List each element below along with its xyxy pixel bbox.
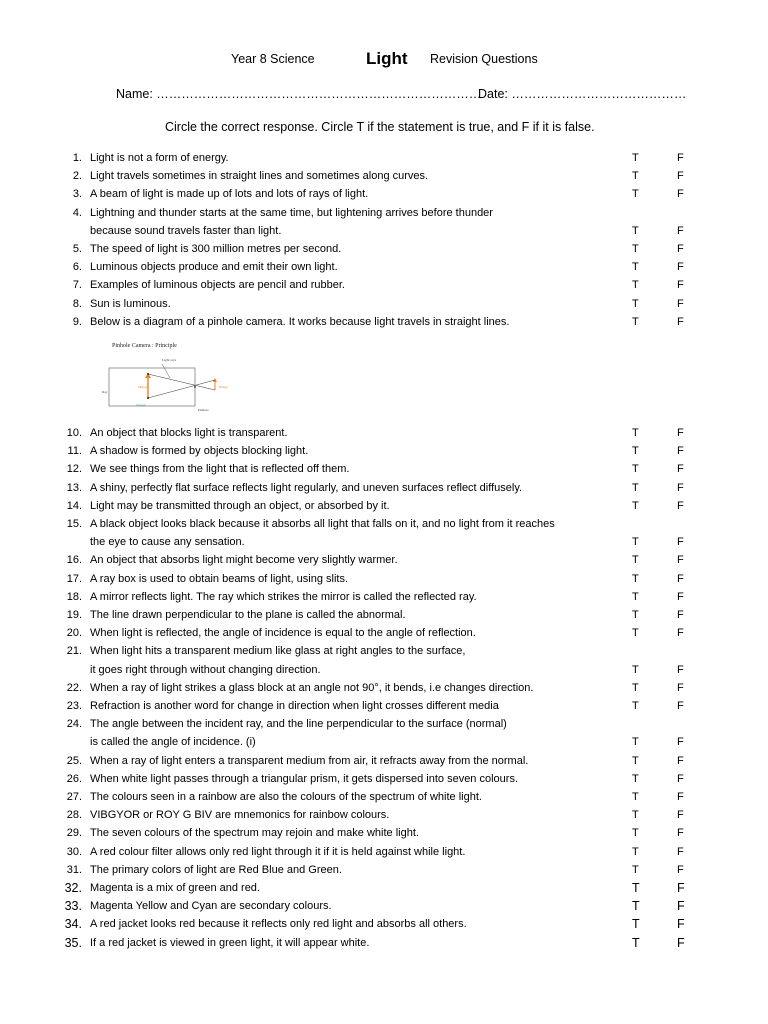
question-row <box>0 498 768 514</box>
question-text: A black object looks black because it absorbs all light that falls on it, and no light from it reaches <box>90 518 555 530</box>
question-text: Sun is luminous. <box>90 297 171 310</box>
light-ray-1 <box>148 374 215 390</box>
question-text: An object that blocks light is transparent. <box>90 427 288 439</box>
true-option[interactable]: T <box>632 754 639 767</box>
false-option[interactable]: F <box>677 554 684 567</box>
question-text: Lightning and thunder starts at the same time, but lightening arrives before thunder <box>90 206 493 219</box>
question-row <box>0 480 768 496</box>
false-option[interactable]: F <box>677 700 684 712</box>
question-number: 19. <box>66 609 82 621</box>
question-number: 3. <box>72 188 82 201</box>
true-option[interactable]: T <box>632 188 639 201</box>
question-text: Refraction is another word for change in direction when light crosses different media <box>90 700 499 712</box>
question-text: When light hits a transparent medium like glass at right angles to the surface, <box>90 645 466 658</box>
question-row <box>0 862 768 878</box>
true-option[interactable]: T <box>632 627 639 640</box>
question-text: The speed of light is 300 million metres per second. <box>90 243 342 255</box>
question-text: A shadow is formed by objects blocking light. <box>90 445 309 458</box>
false-option[interactable]: F <box>677 243 684 255</box>
false-option[interactable]: F <box>677 609 684 621</box>
false-option[interactable]: F <box>677 863 684 876</box>
question-row <box>0 716 768 732</box>
question-text: We see things from the light that is reflected off them. <box>90 463 350 476</box>
true-option[interactable]: T <box>632 499 639 512</box>
question-number: 31. <box>66 863 82 876</box>
false-option[interactable]: F <box>677 791 684 803</box>
question-row <box>0 807 768 823</box>
question-row <box>0 789 768 805</box>
question-number: 14. <box>66 499 82 512</box>
true-option[interactable]: T <box>632 554 639 567</box>
false-option[interactable]: F <box>677 315 684 328</box>
false-option[interactable]: F <box>677 427 684 439</box>
true-option[interactable]: T <box>632 827 639 840</box>
question-number: 25. <box>66 754 82 767</box>
question-number: 26. <box>66 772 82 785</box>
question-number: 15. <box>66 518 82 530</box>
question-row <box>0 425 768 441</box>
question-number: 20. <box>66 627 82 640</box>
question-text: A ray box is used to obtain beams of light, using slits. <box>90 572 349 585</box>
question-number: 8. <box>72 297 82 310</box>
false-option[interactable]: F <box>677 463 684 476</box>
false-option[interactable]: F <box>677 590 684 603</box>
question-text: Examples of luminous objects are pencil and rubber. <box>90 279 345 292</box>
question-row <box>0 259 768 275</box>
diagram-label-screen: Screen <box>136 403 146 407</box>
question-number: 22. <box>66 681 82 694</box>
false-option[interactable]: F <box>677 499 684 512</box>
question-row <box>0 680 768 696</box>
question-row <box>0 552 768 568</box>
true-option[interactable]: T <box>632 899 640 914</box>
false-option[interactable]: F <box>677 917 685 932</box>
question-row <box>0 698 768 714</box>
question-number: 23. <box>66 700 82 712</box>
question-number: 28. <box>66 809 82 822</box>
question-text: If a red jacket is viewed in green light, it will appear white. <box>90 936 370 949</box>
true-option[interactable]: T <box>632 917 640 932</box>
question-number: 27. <box>66 791 82 803</box>
question-row-continuation <box>0 662 768 678</box>
question-text: An object that absorbs light might become very slightly warmer. <box>90 554 398 567</box>
question-number: 4. <box>72 206 82 219</box>
question-row <box>0 643 768 659</box>
question-row <box>0 753 768 769</box>
true-option[interactable]: T <box>632 170 639 183</box>
diagram-label-ray: Ray <box>102 390 108 394</box>
false-option[interactable]: F <box>677 297 684 310</box>
question-row <box>0 880 768 896</box>
label-leader <box>162 364 170 378</box>
false-option[interactable]: F <box>677 754 684 767</box>
question-text: When a ray of light enters a transparent medium from air, it refracts away from the normal. <box>90 754 529 767</box>
false-option[interactable]: F <box>677 881 685 895</box>
question-row <box>0 205 768 221</box>
pinhole-camera-diagram <box>100 338 240 418</box>
question-text: Luminous objects produce and emit their own light. <box>90 261 338 274</box>
question-number: 9. <box>72 315 82 328</box>
pinhole <box>194 386 196 388</box>
question-row <box>0 898 768 914</box>
diagram-label-light-rays: Light rays <box>162 358 177 362</box>
false-option[interactable]: F <box>677 445 684 458</box>
question-text: VIBGYOR or ROY G BIV are mnemonics for rainbow colours. <box>90 809 390 822</box>
question-number: 18. <box>66 590 82 603</box>
true-option[interactable]: T <box>632 572 639 585</box>
false-option[interactable]: F <box>677 481 684 494</box>
ray-point-1 <box>147 373 149 375</box>
question-text: Light may be transmitted through an object, or absorbed by it. <box>90 499 390 512</box>
question-row <box>0 516 768 532</box>
question-number: 6. <box>72 261 82 274</box>
true-option[interactable]: T <box>632 315 639 328</box>
question-text: The line drawn perpendicular to the plane is called the abnormal. <box>90 609 406 621</box>
diagram-label-pinhole: Pinhole <box>198 408 209 412</box>
instructions: Circle the correct response. Circle T if the statement is true, and F if it is false. <box>165 120 595 134</box>
question-row <box>0 461 768 477</box>
name-field: Name: …………………………………………………………………… <box>116 87 482 101</box>
true-option[interactable]: T <box>632 445 639 458</box>
true-option[interactable]: T <box>632 809 639 822</box>
diagram-label-image: Image <box>219 385 228 389</box>
question-row-continuation <box>0 734 768 750</box>
question-text: The primary colors of light are Red Blue and Green. <box>90 863 342 876</box>
camera-box <box>109 368 195 406</box>
date-field: Date: …………………………………… <box>478 87 687 101</box>
true-option[interactable]: T <box>632 663 639 676</box>
question-row <box>0 186 768 202</box>
question-row-continuation <box>0 223 768 239</box>
question-number: 24. <box>66 718 82 731</box>
question-text: it goes right through without changing direction. <box>90 663 321 676</box>
question-text: When a ray of light strikes a glass block at an angle not 90°, it bends, i.e changes direction. <box>90 681 534 694</box>
diagram-label-object: Object <box>138 385 148 389</box>
question-text: because sound travels faster than light. <box>90 224 282 237</box>
question-row <box>0 296 768 312</box>
false-option[interactable]: F <box>677 261 684 274</box>
false-option[interactable]: F <box>677 536 684 549</box>
question-number: 10. <box>66 427 82 439</box>
true-option[interactable]: T <box>632 700 639 712</box>
question-text: The seven colours of the spectrum may rejoin and make white light. <box>90 827 419 840</box>
true-option[interactable]: T <box>632 427 639 439</box>
true-option[interactable]: T <box>632 152 639 164</box>
question-number: 35. <box>64 935 82 950</box>
question-number: 29. <box>66 827 82 840</box>
false-option[interactable]: F <box>677 681 684 694</box>
question-number: 17. <box>66 572 82 585</box>
true-option[interactable]: T <box>632 935 640 950</box>
question-text: A red jacket looks red because it reflects only red light and absorbs all others. <box>90 918 467 931</box>
question-row <box>0 589 768 605</box>
question-row <box>0 916 768 932</box>
false-option[interactable]: F <box>677 224 684 237</box>
true-option[interactable]: T <box>632 590 639 603</box>
false-option[interactable]: F <box>677 899 685 914</box>
question-row-continuation <box>0 534 768 550</box>
question-row <box>0 168 768 184</box>
question-number: 21. <box>66 645 82 658</box>
true-option[interactable]: T <box>632 279 639 292</box>
question-text: The angle between the incident ray, and the line perpendicular to the surface (normal) <box>90 718 507 731</box>
false-option[interactable]: F <box>677 809 684 822</box>
true-option[interactable]: T <box>632 297 639 310</box>
true-option[interactable]: T <box>632 609 639 621</box>
false-option[interactable]: F <box>677 188 684 201</box>
question-text: The colours seen in a rainbow are also the colours of the spectrum of white light. <box>90 791 482 803</box>
light-ray-2 <box>148 380 215 398</box>
question-text: Light travels sometimes in straight lines and sometimes along curves. <box>90 170 429 183</box>
question-text: A shiny, perfectly flat surface reflects light regularly, and uneven surfaces reflect diffusely. <box>90 481 523 494</box>
question-text: When light is reflected, the angle of incidence is equal to the angle of reflection. <box>90 627 476 640</box>
true-option[interactable]: T <box>632 681 639 694</box>
question-row <box>0 443 768 459</box>
false-option[interactable]: F <box>677 572 684 585</box>
true-option[interactable]: T <box>632 772 639 785</box>
question-text: Magenta is a mix of green and red. <box>90 882 260 894</box>
question-row <box>0 607 768 623</box>
question-text: the eye to cause any sensation. <box>90 536 245 549</box>
question-row <box>0 825 768 841</box>
question-row <box>0 314 768 330</box>
question-row <box>0 771 768 787</box>
question-text: is called the angle of incidence. (i) <box>90 736 256 749</box>
question-row <box>0 625 768 641</box>
true-option[interactable]: T <box>632 224 639 237</box>
question-number: 30. <box>66 845 82 858</box>
question-number: 32. <box>64 881 82 895</box>
true-option[interactable]: T <box>632 863 639 876</box>
question-row <box>0 150 768 166</box>
true-option[interactable]: T <box>632 243 639 255</box>
question-text: A red colour filter allows only red light through it if it is held against while light. <box>90 845 466 858</box>
false-option[interactable]: F <box>677 663 684 676</box>
question-number: 1. <box>72 152 82 164</box>
true-option[interactable]: T <box>632 463 639 476</box>
false-option[interactable]: F <box>677 935 685 950</box>
true-option[interactable]: T <box>632 881 640 895</box>
question-row <box>0 241 768 257</box>
question-number: 13. <box>66 481 82 494</box>
question-text: Magenta Yellow and Cyan are secondary colours. <box>90 900 332 913</box>
false-option[interactable]: F <box>677 827 684 840</box>
true-option[interactable]: T <box>632 481 639 494</box>
diagram-title: Pinhole Camera : Principle <box>112 343 177 349</box>
page-subtitle: Revision Questions <box>430 52 538 66</box>
true-option[interactable]: T <box>632 536 639 549</box>
true-option[interactable]: T <box>632 261 639 274</box>
question-number: 16. <box>66 554 82 567</box>
ray-point-2 <box>147 397 149 399</box>
question-text: Light is not a form of energy. <box>90 152 229 164</box>
false-option[interactable]: F <box>677 170 684 183</box>
question-text: A beam of light is made up of lots and lots of rays of light. <box>90 188 369 201</box>
true-option[interactable]: T <box>632 845 639 858</box>
question-number: 33. <box>64 899 82 914</box>
false-option[interactable]: F <box>677 627 684 640</box>
page-title: Light <box>366 49 408 68</box>
subject-label: Year 8 Science <box>231 52 315 66</box>
true-option[interactable]: T <box>632 736 639 749</box>
question-number: 34. <box>64 917 82 932</box>
false-option[interactable]: F <box>677 845 684 858</box>
question-number: 5. <box>72 243 82 255</box>
question-row <box>0 935 768 951</box>
false-option[interactable]: F <box>677 279 684 292</box>
question-number: 11. <box>67 445 82 458</box>
true-option[interactable]: T <box>632 791 639 803</box>
question-text: When white light passes through a triangular prism, it gets dispersed into seven colours. <box>90 772 518 785</box>
false-option[interactable]: F <box>677 736 684 749</box>
question-text: A mirror reflects light. The ray which strikes the mirror is called the reflected ray. <box>90 590 477 603</box>
false-option[interactable]: F <box>677 152 684 164</box>
question-number: 12. <box>66 463 82 476</box>
false-option[interactable]: F <box>677 772 684 785</box>
question-text: Below is a diagram of a pinhole camera. It works because light travels in straight lines. <box>90 315 510 328</box>
question-row <box>0 277 768 293</box>
question-row <box>0 844 768 860</box>
question-number: 7. <box>72 279 82 292</box>
question-row <box>0 571 768 587</box>
question-number: 2. <box>72 170 82 183</box>
